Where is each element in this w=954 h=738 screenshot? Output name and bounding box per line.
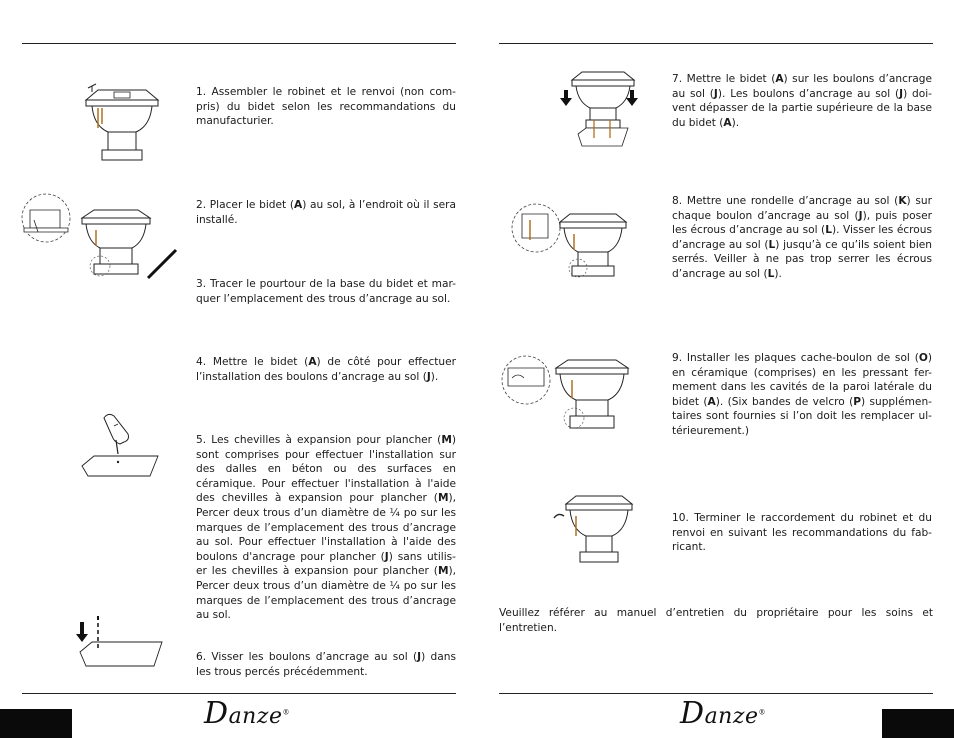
step-9-key: A (707, 395, 716, 408)
step-7-key: J (899, 87, 904, 100)
step-9-key: O (918, 352, 928, 364)
logo-wordmark: anze (228, 704, 283, 729)
step-8-key: J (858, 209, 863, 222)
step-2-part: ) au sol, à l’endroit où il sera installé. (196, 199, 456, 226)
step-5-text (196, 433, 456, 623)
logo-initial: D (680, 696, 705, 731)
bidet-placement-illustration (20, 188, 180, 288)
step-8-part: ). (774, 267, 782, 280)
step-5-part: ), Percer deux trous d’un diamètre de ¼ po sur les marques de l’emplacement des trous d’ancrage au sol. (196, 565, 456, 622)
danze-logo-left (204, 696, 290, 731)
step-6-part: 6. Visser les boulons d’ancrage au sol ( (196, 651, 418, 663)
step-9-text (672, 351, 932, 439)
step-7-part: 7. Mettre le bidet ( (672, 73, 776, 85)
step-8-part: 8. Mettre une rondelle d’ancrage au sol ( (672, 195, 899, 207)
step-4-text (196, 355, 456, 384)
registered-mark: ® (758, 708, 766, 717)
step-4-part: ) de côté pour effectuer l’installation des boulons d’ancrage au sol ( (196, 356, 457, 383)
maintenance-note-text: Veuillez référer au manuel d’entretien du propriétaire pour les soins et l’entretien. (499, 607, 933, 634)
anchor-bolts-illustration (76, 612, 166, 670)
danze-logo-right (680, 696, 766, 731)
step-10-body: 10. Terminer le raccordement du robinet et du renvoi en suivant les recommandations du fab-ricant. (672, 512, 932, 554)
step-3-text (196, 277, 456, 306)
step-7-part: ). (731, 116, 740, 129)
faucet-connection-illustration (552, 490, 642, 570)
drill-illustration (78, 410, 168, 482)
step-9-part: 9. Installer les plaques cache-boulon de sol ( (672, 352, 919, 364)
step-5-part: ) sont comprises pour effectuer l'installation sur des dalles en béton ou des surfaces en céramique. Pour effectuer l'installation à l'aide des chevilles à expansion pour plancher ( (196, 434, 456, 505)
top-rule-left (22, 43, 456, 44)
page-tab-right (882, 709, 954, 738)
step-9-part: ) supplémen-taires sont fournies si l’on doit les remplacer ul-térieurement.) (672, 395, 932, 437)
logo-wordmark: anze (704, 704, 759, 729)
bottom-rule-right (499, 693, 933, 694)
step-7-key: A (723, 116, 732, 129)
step-5-key: M (441, 434, 452, 446)
step-8-key: L (825, 224, 832, 237)
step-7-text (672, 72, 932, 130)
top-rule-right (499, 43, 933, 44)
step-7-key: J (713, 87, 718, 100)
step-4-part: ). (430, 370, 439, 383)
step-8-part: ), puis poser les écrous d’ancrage au sol ( (672, 209, 932, 237)
step-8-text (672, 194, 932, 282)
step-4-key: J (426, 370, 431, 383)
step-7-part: ) sur les boulons d’ancrage au sol ( (672, 73, 933, 100)
step-9-part: ). (Six bandes de velcro ( (715, 395, 854, 408)
step-5-part: 5. Les chevilles à expansion pour plancher ( (196, 434, 442, 446)
step-8-part: ) sur chaque boulon d’ancrage au sol ( (672, 195, 932, 222)
step-7-part: ). Les boulons d’ancrage au sol ( (717, 87, 900, 100)
step-1-text (196, 85, 456, 129)
step-7-key: A (775, 73, 784, 85)
step-8-key: K (898, 195, 907, 207)
maintenance-note (499, 606, 933, 636)
step-5-part: ) sans utilis-er les chevilles à expansion pour plancher ( (196, 550, 457, 578)
step-8-key: L (767, 267, 775, 280)
step-2-text (196, 198, 456, 227)
anchor-washer-illustration (508, 200, 638, 280)
step-5-key: J (384, 550, 389, 563)
step-9-key: P (853, 395, 861, 408)
step-8-key: L (768, 238, 776, 251)
step-8-part: ) jusqu’à ce qu’ils soient bien serrés. Veiller à ne pas trop serrer les écrous d’ancrage au sol ( (672, 238, 932, 280)
step-5-key: M (437, 565, 449, 578)
step-2-key: A (293, 199, 303, 211)
step-6-text (196, 650, 456, 679)
step-3-body: 3. Tracer le pourtour de la base du bidet et mar-quer l’emplacement des trous d’ancrage au sol. (196, 278, 456, 305)
step-1-body: 1. Assembler le robinet et le renvoi (non com-pris) du bidet selon les recommandations du manufacturier. (196, 86, 456, 128)
step-9-part: ) en céramique (comprises) en les pressant fer-mement dans les cavités de la paroi latérale du bidet ( (672, 352, 932, 408)
bidet-assembly-illustration (78, 78, 168, 168)
bidet-lowering-illustration (558, 66, 648, 152)
step-6-part: ) dans les trous percés précédemment. (196, 651, 456, 678)
registered-mark: ® (282, 708, 290, 717)
page-tab-left (0, 709, 72, 738)
step-4-part: 4. Mettre le bidet ( (196, 356, 309, 368)
bolt-cover-illustration (498, 352, 638, 438)
step-8-part: ). Visser les écrous d’ancrage au sol ( (672, 224, 932, 251)
step-2-part: 2. Placer le bidet ( (196, 199, 294, 211)
step-4-key: A (308, 356, 317, 368)
logo-initial: D (204, 696, 229, 731)
step-7-part: ) doi-vent dépasser de la partie supérieure de la base du bidet ( (672, 87, 932, 129)
step-6-key: J (417, 651, 422, 663)
bottom-rule-left (22, 693, 456, 694)
step-5-key: M (437, 492, 449, 505)
step-5-part: ), Percer deux trous d’un diamètre de ¼ po sur les marques de l’emplacement des trous d’ancrage au sol. Pour effectuer l'installation à l'aide des boulons d'ancrage pour plancher ( (196, 492, 456, 563)
step-10-text (672, 511, 932, 555)
